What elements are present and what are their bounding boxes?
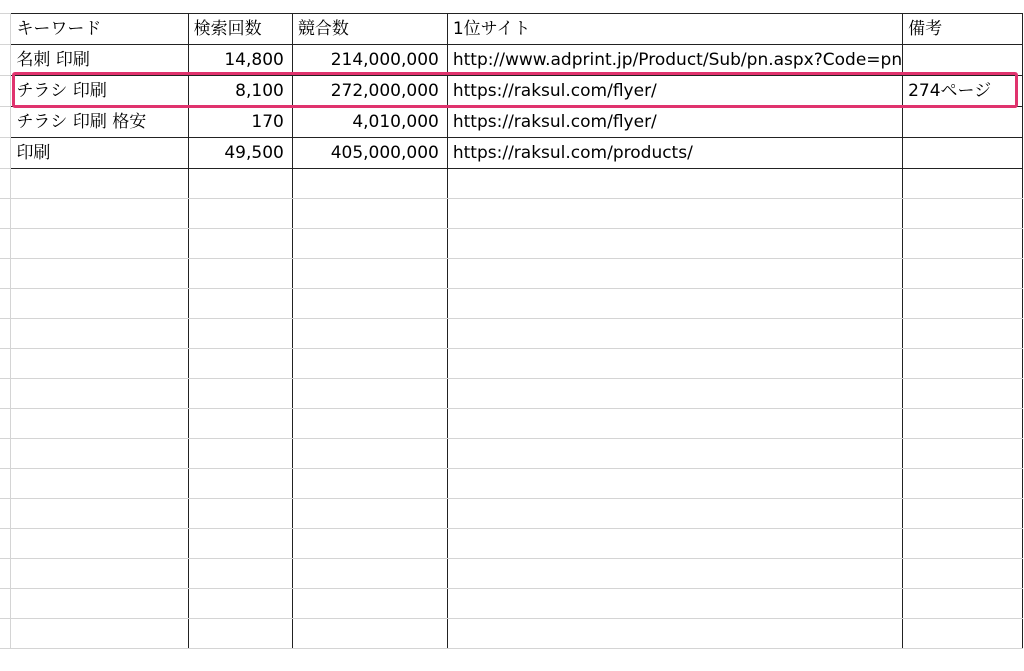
row-gutter-cell[interactable] [0, 559, 11, 589]
empty-cell[interactable] [292, 319, 447, 349]
empty-cell[interactable] [11, 349, 188, 379]
empty-cell[interactable] [447, 409, 902, 439]
table-row [0, 229, 1023, 259]
empty-cell[interactable] [447, 619, 902, 649]
empty-cell[interactable] [292, 619, 447, 649]
empty-cell[interactable] [11, 529, 188, 559]
empty-cell[interactable] [292, 349, 447, 379]
keyword-table [0, 13, 1023, 649]
table-row [0, 319, 1023, 349]
table-row [0, 349, 1023, 379]
top-site-cell[interactable]: https://raksul.com/flyer/ [447, 107, 902, 138]
empty-cell[interactable] [292, 499, 447, 529]
table-row [0, 529, 1023, 559]
empty-cell[interactable] [11, 589, 188, 619]
row-gutter-cell[interactable] [0, 107, 11, 138]
empty-cell[interactable] [188, 589, 292, 619]
empty-cell[interactable] [188, 259, 292, 289]
table-row [0, 409, 1023, 439]
row-gutter-cell[interactable] [0, 409, 11, 439]
empty-cell[interactable] [188, 199, 292, 229]
header-search-count[interactable]: 検索回数 [188, 14, 292, 45]
empty-cell[interactable] [903, 499, 1023, 529]
empty-cell[interactable] [447, 289, 902, 319]
notes-cell[interactable] [903, 45, 1023, 76]
search-count-cell[interactable]: 14,800 [188, 45, 292, 76]
empty-cell[interactable] [188, 619, 292, 649]
row-gutter-cell[interactable] [0, 469, 11, 499]
table-row [0, 76, 1023, 107]
row-gutter-cell[interactable] [0, 169, 11, 199]
empty-cell[interactable] [447, 589, 902, 619]
competition-cell[interactable]: 4,010,000 [292, 107, 447, 138]
empty-cell[interactable] [903, 529, 1023, 559]
empty-cell[interactable] [903, 229, 1023, 259]
notes-cell[interactable] [903, 107, 1023, 138]
empty-cell[interactable] [447, 349, 902, 379]
empty-cell[interactable] [11, 379, 188, 409]
empty-cell[interactable] [188, 169, 292, 199]
empty-cell[interactable] [292, 169, 447, 199]
header-row [0, 14, 1023, 45]
table-row [0, 589, 1023, 619]
table-row [0, 619, 1023, 649]
empty-cell[interactable] [11, 409, 188, 439]
empty-cell[interactable] [903, 259, 1023, 289]
notes-cell[interactable] [903, 138, 1023, 169]
table-row [0, 169, 1023, 199]
empty-cell[interactable] [903, 289, 1023, 319]
row-gutter-cell[interactable] [0, 319, 11, 349]
top-site-cell[interactable]: https://raksul.com/flyer/ [447, 76, 902, 107]
empty-cell[interactable] [11, 559, 188, 589]
empty-cell[interactable] [903, 379, 1023, 409]
empty-cell[interactable] [903, 319, 1023, 349]
search-count-cell[interactable]: 170 [188, 107, 292, 138]
empty-cell[interactable] [188, 229, 292, 259]
empty-cell[interactable] [447, 319, 902, 349]
header-competition[interactable]: 競合数 [292, 14, 447, 45]
empty-cell[interactable] [188, 439, 292, 469]
row-gutter-cell[interactable] [0, 439, 11, 469]
empty-cell[interactable] [292, 379, 447, 409]
empty-cell[interactable] [903, 559, 1023, 589]
table-row [0, 559, 1023, 589]
header-top-site[interactable]: 1位サイト [447, 14, 902, 45]
empty-cell[interactable] [447, 559, 902, 589]
row-gutter-cell[interactable] [0, 589, 11, 619]
empty-cell[interactable] [447, 499, 902, 529]
empty-cell[interactable] [447, 529, 902, 559]
empty-cell[interactable] [903, 349, 1023, 379]
table-row [0, 439, 1023, 469]
header-keyword[interactable]: キーワード [11, 14, 188, 45]
empty-cell[interactable] [447, 199, 902, 229]
table-row [0, 45, 1023, 76]
empty-cell[interactable] [11, 439, 188, 469]
empty-cell[interactable] [188, 559, 292, 589]
empty-cell[interactable] [292, 529, 447, 559]
empty-cell[interactable] [188, 289, 292, 319]
table-row [0, 469, 1023, 499]
empty-cell[interactable] [188, 409, 292, 439]
competition-cell[interactable]: 405,000,000 [292, 138, 447, 169]
table-row [0, 379, 1023, 409]
empty-cell[interactable] [11, 259, 188, 289]
table-row [0, 138, 1023, 169]
row-gutter-cell[interactable] [0, 76, 11, 107]
row-gutter-cell[interactable] [0, 379, 11, 409]
row-gutter-cell[interactable] [0, 259, 11, 289]
empty-cell[interactable] [11, 319, 188, 349]
empty-cell[interactable] [292, 259, 447, 289]
row-gutter-cell[interactable] [0, 529, 11, 559]
empty-cell[interactable] [447, 379, 902, 409]
empty-cell[interactable] [188, 349, 292, 379]
row-gutter-cell[interactable] [0, 138, 11, 169]
keyword-cell[interactable]: 名刺 印刷 [11, 45, 188, 76]
empty-cell[interactable] [292, 409, 447, 439]
top-site-cell[interactable]: http://www.adprint.jp/Product/Sub/pn.aspx?Code=pn [447, 45, 902, 76]
empty-cell[interactable] [11, 199, 188, 229]
notes-cell[interactable]: 274ページ [903, 76, 1023, 107]
row-gutter-cell[interactable] [0, 45, 11, 76]
table-row [0, 199, 1023, 229]
row-gutter-cell[interactable] [0, 14, 11, 45]
empty-cell[interactable] [292, 289, 447, 319]
empty-cell[interactable] [903, 169, 1023, 199]
empty-cell[interactable] [447, 469, 902, 499]
competition-cell[interactable]: 214,000,000 [292, 45, 447, 76]
empty-cell[interactable] [292, 199, 447, 229]
empty-cell[interactable] [292, 439, 447, 469]
empty-cell[interactable] [447, 169, 902, 199]
table-row [0, 107, 1023, 138]
header-notes[interactable]: 備考 [903, 14, 1023, 45]
keyword-cell[interactable]: チラシ 印刷 格安 [11, 107, 188, 138]
competition-cell[interactable]: 272,000,000 [292, 76, 447, 107]
table-row [0, 289, 1023, 319]
empty-cell[interactable] [11, 169, 188, 199]
empty-cell[interactable] [447, 259, 902, 289]
keyword-cell[interactable]: チラシ 印刷 [11, 76, 188, 107]
row-gutter-cell[interactable] [0, 349, 11, 379]
empty-cell[interactable] [903, 409, 1023, 439]
empty-cell[interactable] [903, 469, 1023, 499]
empty-cell[interactable] [292, 589, 447, 619]
empty-cell[interactable] [447, 439, 902, 469]
empty-cell[interactable] [188, 499, 292, 529]
empty-cell[interactable] [11, 469, 188, 499]
empty-cell[interactable] [188, 379, 292, 409]
empty-cell[interactable] [11, 619, 188, 649]
row-gutter-cell[interactable] [0, 229, 11, 259]
row-gutter-cell[interactable] [0, 619, 11, 649]
empty-cell[interactable] [188, 529, 292, 559]
table-row [0, 499, 1023, 529]
empty-cell[interactable] [903, 619, 1023, 649]
empty-cell[interactable] [11, 289, 188, 319]
search-count-cell[interactable]: 8,100 [188, 76, 292, 107]
empty-cell[interactable] [447, 229, 902, 259]
empty-cell[interactable] [11, 229, 188, 259]
empty-cell[interactable] [188, 469, 292, 499]
row-gutter-cell[interactable] [0, 289, 11, 319]
empty-cell[interactable] [903, 439, 1023, 469]
table-row [0, 259, 1023, 289]
keyword-cell[interactable]: 印刷 [11, 138, 188, 169]
empty-cell[interactable] [11, 499, 188, 529]
row-gutter-cell[interactable] [0, 499, 11, 529]
search-count-cell[interactable]: 49,500 [188, 138, 292, 169]
empty-cell[interactable] [188, 319, 292, 349]
empty-cell[interactable] [292, 559, 447, 589]
top-site-cell[interactable]: https://raksul.com/products/ [447, 138, 902, 169]
empty-cell[interactable] [292, 229, 447, 259]
empty-cell[interactable] [903, 199, 1023, 229]
empty-cell[interactable] [292, 469, 447, 499]
row-gutter-cell[interactable] [0, 199, 11, 229]
empty-cell[interactable] [903, 589, 1023, 619]
